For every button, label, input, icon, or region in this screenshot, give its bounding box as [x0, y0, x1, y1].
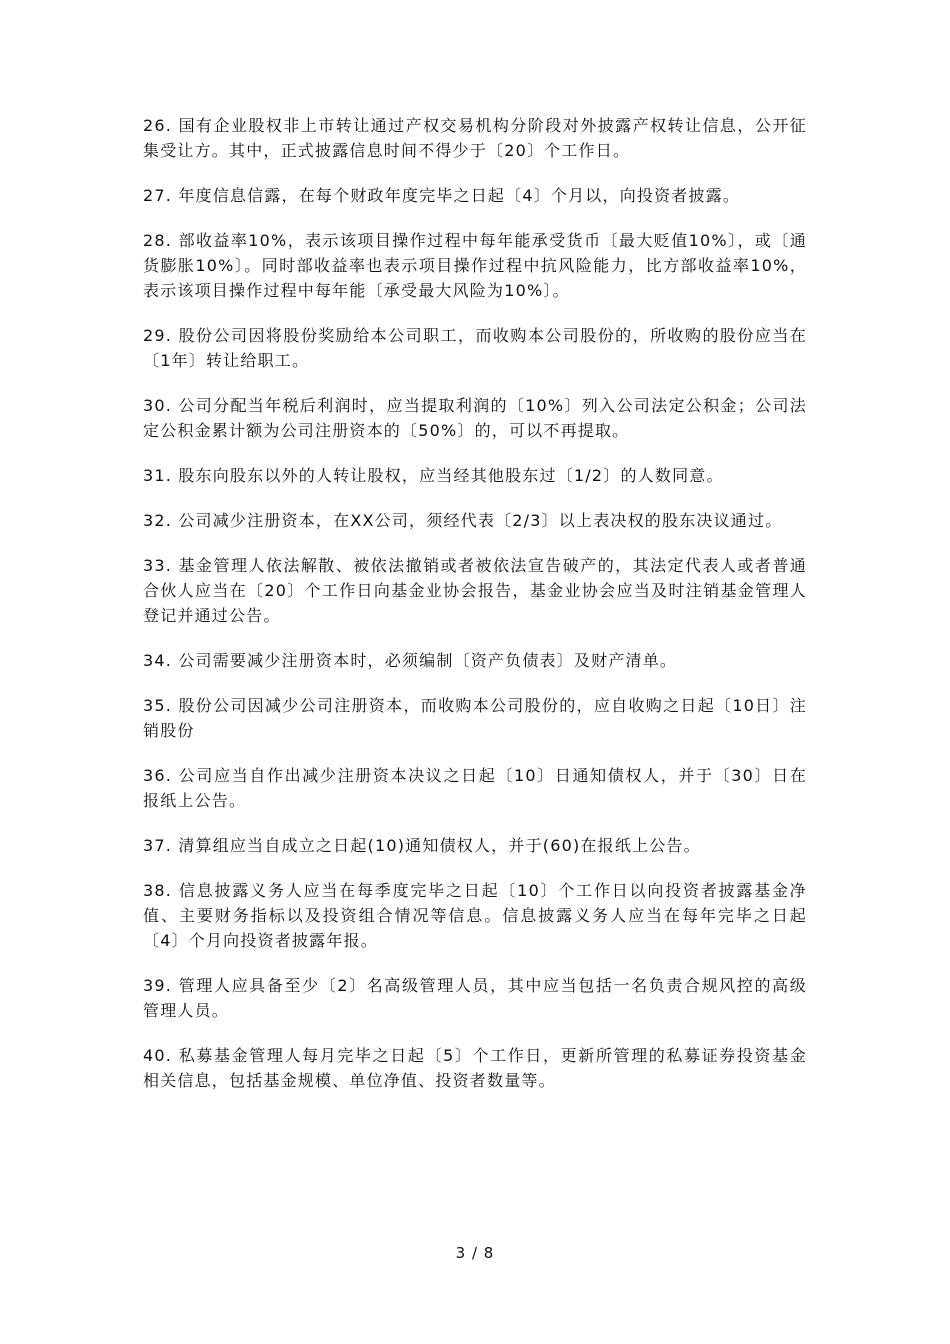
list-item-35: 35. 股份公司因减少公司注册资本，而收购本公司股份的，应自收购之日起〔10日〕注销股份 [143, 696, 807, 740]
page-number: 3 / 8 [455, 1244, 495, 1262]
list-item-36: 36. 公司应当自作出减少注册资本决议之日起〔10〕日通知债权人，并于〔30〕日在报纸上公告。 [143, 766, 807, 810]
list-item-39: 39. 管理人应具备至少〔2〕名高级管理人员，其中应当包括一名负责合规风控的高级管理人员。 [143, 976, 807, 1020]
list-item-28: 28. 部收益率10%，表示该项目操作过程中每年能承受货币〔最大贬值10%〕，或〔通货膨胀10%〕。同时部收益率也表示项目操作过程中抗风险能力，比方部收益率10%，表示该项目操作过程中每年能〔承受最大风险为10%〕。 [143, 231, 807, 300]
list-item-32: 32. 公司减少注册资本，在XX公司，须经代表〔2/3〕以上表决权的股东决议通过。 [143, 511, 783, 530]
document-body [143, 113, 807, 1113]
list-item-37: 37. 清算组应当自成立之日起(10)通知债权人，并于(60)在报纸上公告。 [143, 836, 701, 855]
list-item-34: 34. 公司需要减少注册资本时，必须编制〔资产负债表〕及财产清单。 [143, 651, 678, 670]
list-item-40: 40. 私募基金管理人每月完毕之日起〔5〕个工作日，更新所管理的私募证券投资基金相关信息，包括基金规模、单位净值、投资者数量等。 [143, 1046, 807, 1090]
list-item-26: 26. 国有企业股权非上市转让通过产权交易机构分阶段对外披露产权转让信息，公开征集受让方。其中，正式披露信息时间不得少于〔20〕个工作日。 [143, 116, 807, 160]
list-item-31: 31. 股东向股东以外的人转让股权，应当经其他股东过〔1/2〕的人数同意。 [143, 466, 724, 485]
list-item-29: 29. 股份公司因将股份奖励给本公司职工，而收购本公司股份的，所收购的股份应当在〔1年〕转让给职工。 [143, 326, 807, 370]
list-item-30: 30. 公司分配当年税后利润时，应当提取利润的〔10%〕列入公司法定公积金；公司法定公积金累计额为公司注册资本的〔50%〕的，可以不再提取。 [143, 396, 807, 440]
list-item-33: 33. 基金管理人依法解散、被依法撤销或者被依法宣告破产的，其法定代表人或者普通合伙人应当在〔20〕个工作日向基金业协会报告，基金业协会应当及时注销基金管理人登记并通过公告。 [143, 556, 807, 625]
list-item-38: 38. 信息披露义务人应当在每季度完毕之日起〔10〕个工作日以向投资者披露基金净值、主要财务指标以及投资组合情况等信息。信息披露义务人应当在每年完毕之日起〔4〕个月向投资者披露年报。 [143, 881, 807, 950]
list-item-27: 27. 年度信息信露，在每个财政年度完毕之日起〔4〕个月以，向投资者披露。 [143, 186, 741, 205]
